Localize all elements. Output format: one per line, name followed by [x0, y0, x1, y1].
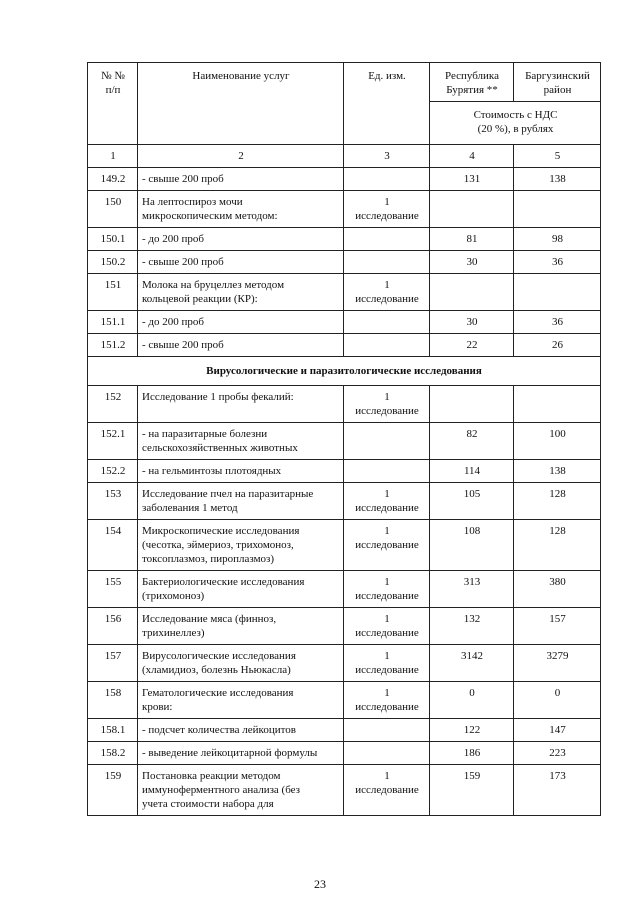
header-republic: Республика Бурятия ** [430, 63, 514, 102]
unit-of-measure [344, 228, 430, 251]
header-num: № № п/п [88, 63, 138, 145]
table-row [88, 228, 601, 251]
price-district [514, 274, 601, 311]
price-district: 128 [514, 483, 601, 520]
price-district: 3279 [514, 645, 601, 682]
unit-of-measure [344, 311, 430, 334]
service-name: Исследование 1 пробы фекалий: [138, 386, 344, 423]
table-row [88, 191, 601, 228]
price-district: 380 [514, 571, 601, 608]
price-district [514, 386, 601, 423]
price-district: 138 [514, 460, 601, 483]
table-row [88, 483, 601, 520]
price-republic: 105 [430, 483, 514, 520]
price-district: 98 [514, 228, 601, 251]
service-name: - до 200 проб [138, 311, 344, 334]
price-republic: 159 [430, 765, 514, 816]
price-republic [430, 274, 514, 311]
price-district: 223 [514, 742, 601, 765]
price-district: 100 [514, 423, 601, 460]
service-name: Гематологические исследования крови: [138, 682, 344, 719]
table-row [88, 334, 601, 357]
price-district: 36 [514, 251, 601, 274]
unit-of-measure [344, 168, 430, 191]
price-republic: 132 [430, 608, 514, 645]
row-number: 150.1 [88, 228, 138, 251]
unit-of-measure [344, 251, 430, 274]
row-number: 153 [88, 483, 138, 520]
service-name: Микроскопические исследования (чесотка, эймериоз, трихомоноз, токсоплазмоз, пироплазмоз) [138, 520, 344, 571]
price-district [514, 191, 601, 228]
price-republic: 114 [430, 460, 514, 483]
table-row [88, 251, 601, 274]
service-name: - выведение лейкоцитарной формулы [138, 742, 344, 765]
index-cell: 2 [138, 145, 344, 168]
price-republic [430, 191, 514, 228]
service-name: - свыше 200 проб [138, 334, 344, 357]
table-row [88, 168, 601, 191]
unit-of-measure: 1 исследование [344, 571, 430, 608]
price-republic: 131 [430, 168, 514, 191]
unit-of-measure: 1 исследование [344, 274, 430, 311]
price-republic: 0 [430, 682, 514, 719]
header-price-note: Стоимость с НДС (20 %), в рублях [430, 102, 601, 145]
row-number: 152 [88, 386, 138, 423]
index-row [88, 145, 601, 168]
price-republic: 313 [430, 571, 514, 608]
unit-of-measure: 1 исследование [344, 682, 430, 719]
price-district: 0 [514, 682, 601, 719]
index-cell: 1 [88, 145, 138, 168]
service-name: Исследование пчел на паразитарные заболевания 1 метод [138, 483, 344, 520]
price-republic: 82 [430, 423, 514, 460]
price-republic: 186 [430, 742, 514, 765]
header-row [88, 63, 601, 102]
row-number: 154 [88, 520, 138, 571]
index-cell: 4 [430, 145, 514, 168]
row-number: 158.1 [88, 719, 138, 742]
unit-of-measure [344, 423, 430, 460]
service-name: Постановка реакции методом иммуноферментного анализа (без учета стоимости набора для [138, 765, 344, 816]
price-district: 147 [514, 719, 601, 742]
price-table-page [87, 62, 600, 816]
header-name: Наименование услуг [138, 63, 344, 145]
table-row [88, 520, 601, 571]
price-republic: 122 [430, 719, 514, 742]
row-number: 152.2 [88, 460, 138, 483]
price-district: 36 [514, 311, 601, 334]
index-cell: 3 [344, 145, 430, 168]
unit-of-measure: 1 исследование [344, 765, 430, 816]
price-republic: 30 [430, 251, 514, 274]
page-number: 23 [314, 877, 326, 891]
unit-of-measure [344, 742, 430, 765]
table-row [88, 386, 601, 423]
row-number: 159 [88, 765, 138, 816]
price-republic: 81 [430, 228, 514, 251]
table-row [88, 608, 601, 645]
table-row [88, 765, 601, 816]
price-district: 173 [514, 765, 601, 816]
header-unit: Ед. изм. [344, 63, 430, 145]
section-title: Вирусологические и паразитологические исследования [88, 357, 601, 386]
price-district: 128 [514, 520, 601, 571]
unit-of-measure: 1 исследование [344, 520, 430, 571]
price-district: 157 [514, 608, 601, 645]
service-name: На лептоспироз мочи микроскопическим методом: [138, 191, 344, 228]
table-row [88, 742, 601, 765]
row-number: 150 [88, 191, 138, 228]
row-number: 151 [88, 274, 138, 311]
row-number: 151.1 [88, 311, 138, 334]
row-number: 156 [88, 608, 138, 645]
service-name: - свыше 200 проб [138, 251, 344, 274]
table-row [88, 423, 601, 460]
price-republic: 22 [430, 334, 514, 357]
section-row [88, 357, 601, 386]
service-name: Исследование мяса (финноз, трихинеллез) [138, 608, 344, 645]
service-name: Бактериологические исследования (трихомоноз) [138, 571, 344, 608]
price-republic: 3142 [430, 645, 514, 682]
unit-of-measure: 1 исследование [344, 483, 430, 520]
table-row [88, 645, 601, 682]
unit-of-measure: 1 исследование [344, 608, 430, 645]
unit-of-measure [344, 719, 430, 742]
unit-of-measure: 1 исследование [344, 191, 430, 228]
table-row [88, 682, 601, 719]
row-number: 158 [88, 682, 138, 719]
unit-of-measure: 1 исследование [344, 645, 430, 682]
price-table [87, 62, 601, 816]
row-number: 157 [88, 645, 138, 682]
service-name: - подсчет количества лейкоцитов [138, 719, 344, 742]
price-republic: 108 [430, 520, 514, 571]
table-row [88, 571, 601, 608]
table-row [88, 274, 601, 311]
price-district: 26 [514, 334, 601, 357]
price-republic: 30 [430, 311, 514, 334]
service-name: - свыше 200 проб [138, 168, 344, 191]
service-name: Молока на бруцеллез методом кольцевой реакции (КР): [138, 274, 344, 311]
table-row [88, 460, 601, 483]
unit-of-measure [344, 460, 430, 483]
price-district: 138 [514, 168, 601, 191]
row-number: 158.2 [88, 742, 138, 765]
unit-of-measure: 1 исследование [344, 386, 430, 423]
price-republic [430, 386, 514, 423]
service-name: - на гельминтозы плотоядных [138, 460, 344, 483]
service-name: Вирусологические исследования (хламидиоз, болезнь Ньюкасла) [138, 645, 344, 682]
service-name: - до 200 проб [138, 228, 344, 251]
row-number: 155 [88, 571, 138, 608]
header-district: Баргузинский район [514, 63, 601, 102]
row-number: 150.2 [88, 251, 138, 274]
unit-of-measure [344, 334, 430, 357]
row-number: 149.2 [88, 168, 138, 191]
row-number: 151.2 [88, 334, 138, 357]
row-number: 152.1 [88, 423, 138, 460]
table-row [88, 719, 601, 742]
service-name: - на паразитарные болезни сельскохозяйственных животных [138, 423, 344, 460]
table-row [88, 311, 601, 334]
index-cell: 5 [514, 145, 601, 168]
